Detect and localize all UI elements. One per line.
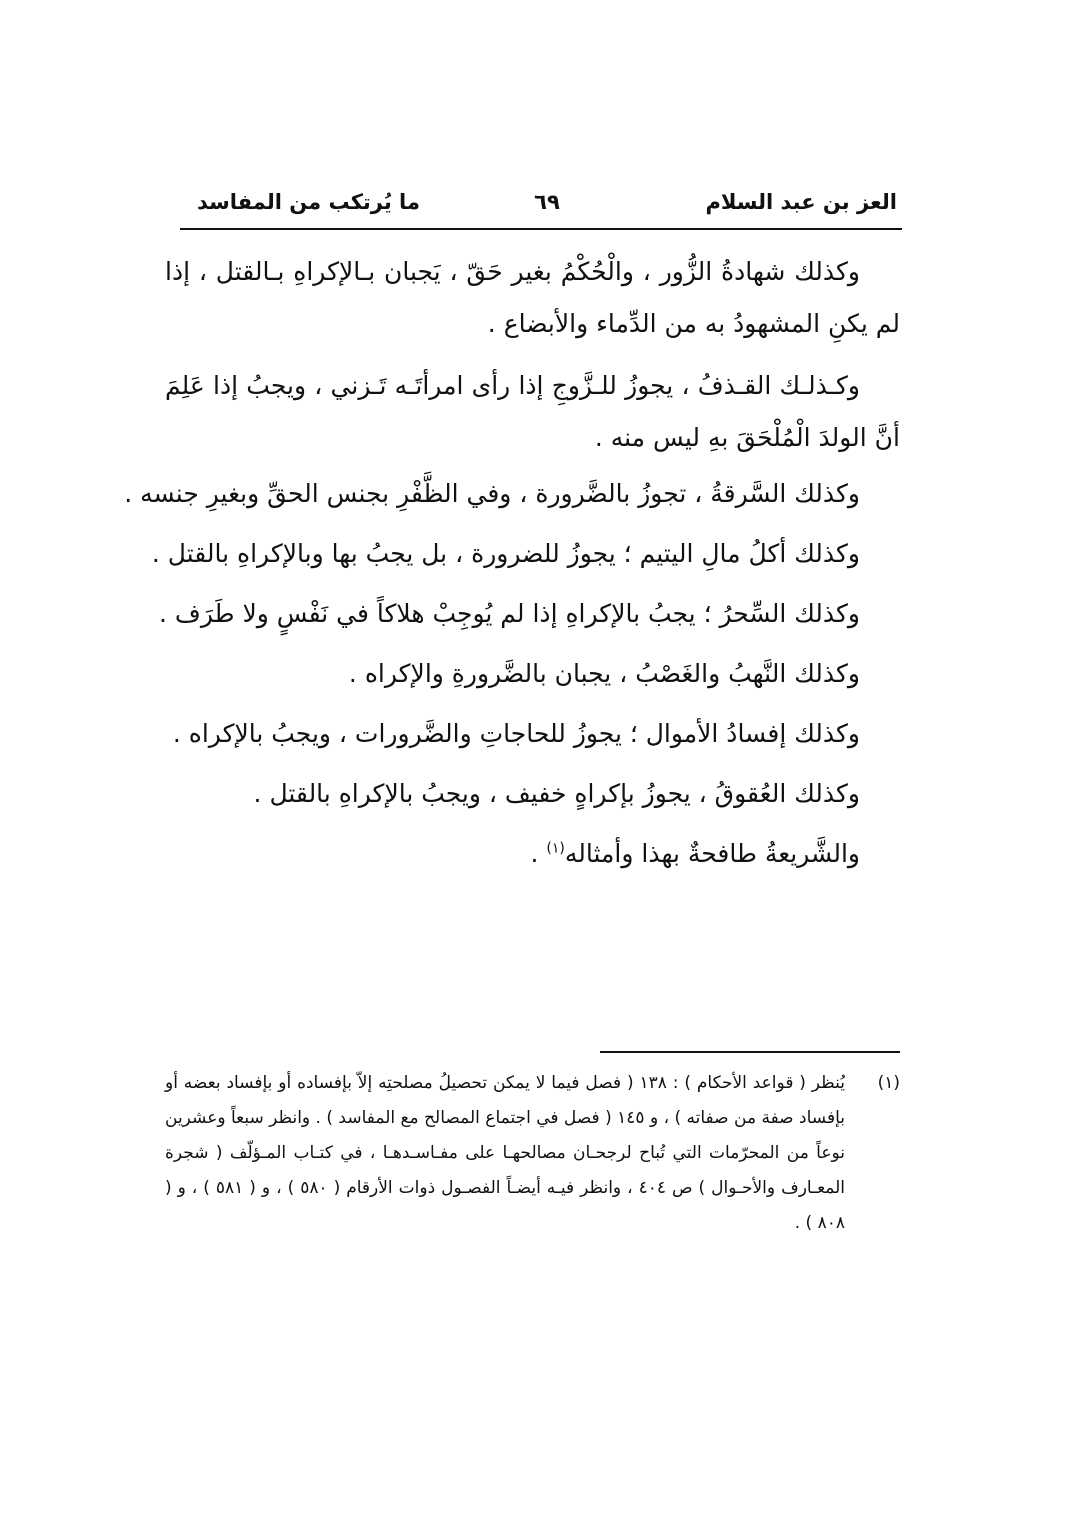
- last-line-end: .: [530, 839, 547, 868]
- text-line-5: وكذلك إفسادُ الأموال ؛ يجوزُ للحاجاتِ والضَّرورات ، ويجبُ بالإكراه .: [172, 719, 860, 748]
- text-line-4: وكذلك النَّهبُ والغَصْبُ ، يجبان بالضَّرورةِ والإكراه .: [348, 659, 860, 688]
- running-header: [197, 186, 897, 226]
- header-author: العز بن عبد السلام: [705, 190, 897, 214]
- paragraph-2: [165, 360, 900, 464]
- footnote-separator: [600, 1051, 900, 1053]
- text-line-1: وكذلك السَّرقةُ ، تجوزُ بالضَّرورة ، وفي الظَّفْرِ بجنس الحقِّ وبغيرِ جنسه .: [124, 479, 860, 508]
- paragraph-1: [165, 246, 900, 350]
- footnote-number: (١): [877, 1073, 900, 1093]
- footnote-text: يُنظر ( قواعد الأحكام ) : ١٣٨ ( فصل فيما لا يمكن تحصيلُ مصلحتِه إلاّ بإفساده أو بإفساد بعضه أو بإفساد صفة من صفاته ) ، و ١٤٥ ( فصل في اجتماع المصالح مع المفاسد ) . وانظر سبعاً وعشرين نوعاً من المحرّمات التي تُباح لرجحـان مصالحهـا على مفـاسـدهـا ، في كتـاب المـؤلّف ( شجرة المعـارف والأحـوال ) ص ٤٠٤ ، وانظر فيـه أيضـاً الفصـول ذوات الأرقام ( ٥٨٠ ) ، و ( ٥٨١ ) ، و ( ٨٠٨ ) .: [165, 1073, 846, 1233]
- page-number: ٦٩: [534, 190, 560, 214]
- paragraph-1-text: وكذلك شهادةُ الزُّور ، والْحُكْمُ بغير حَقّ ، يَجبان بـالإكراهِ بـالقتل ، إذا لم يكنِ المشهودُ به من الدِّماء والأبضاع .: [165, 257, 900, 338]
- text-line-2: وكذلك أكلُ مالِ اليتيم ؛ يجوزُ للضرورة ، بل يجبُ بها وبالإكراهِ بالقتل .: [151, 539, 860, 568]
- text-line-3: وكذلك السِّحرُ ؛ يجبُ بالإكراهِ إذا لم يُوجِبْ هلاكاً في نَفْسٍ ولا طَرَف .: [159, 599, 860, 628]
- text-line-6: وكذلك العُقوقُ ، يجوزُ بإكراهٍ خفيف ، ويجبُ بالإكراهِ بالقتل .: [253, 779, 860, 808]
- footnote-reference[interactable]: (١): [546, 840, 565, 857]
- main-text: [124, 246, 900, 884]
- header-section-title: ما يُرتكب من المفاسد: [197, 190, 420, 214]
- paragraph-2-text: وكـذلـك القـذفُ ، يجوزُ للـزَّوجِ إذا رأى امرأتَـه تَـزني ، ويجبُ إذا عَلِمَ أنَّ الولدَ الْمُلْحَقَ بهِ ليس منه .: [165, 371, 900, 452]
- text-line-last: [165, 824, 900, 884]
- last-line-text: والشَّريعةُ طافحةٌ بهذا وأمثاله: [564, 839, 860, 868]
- footnote: [165, 1066, 900, 1241]
- header-rule: [180, 228, 902, 230]
